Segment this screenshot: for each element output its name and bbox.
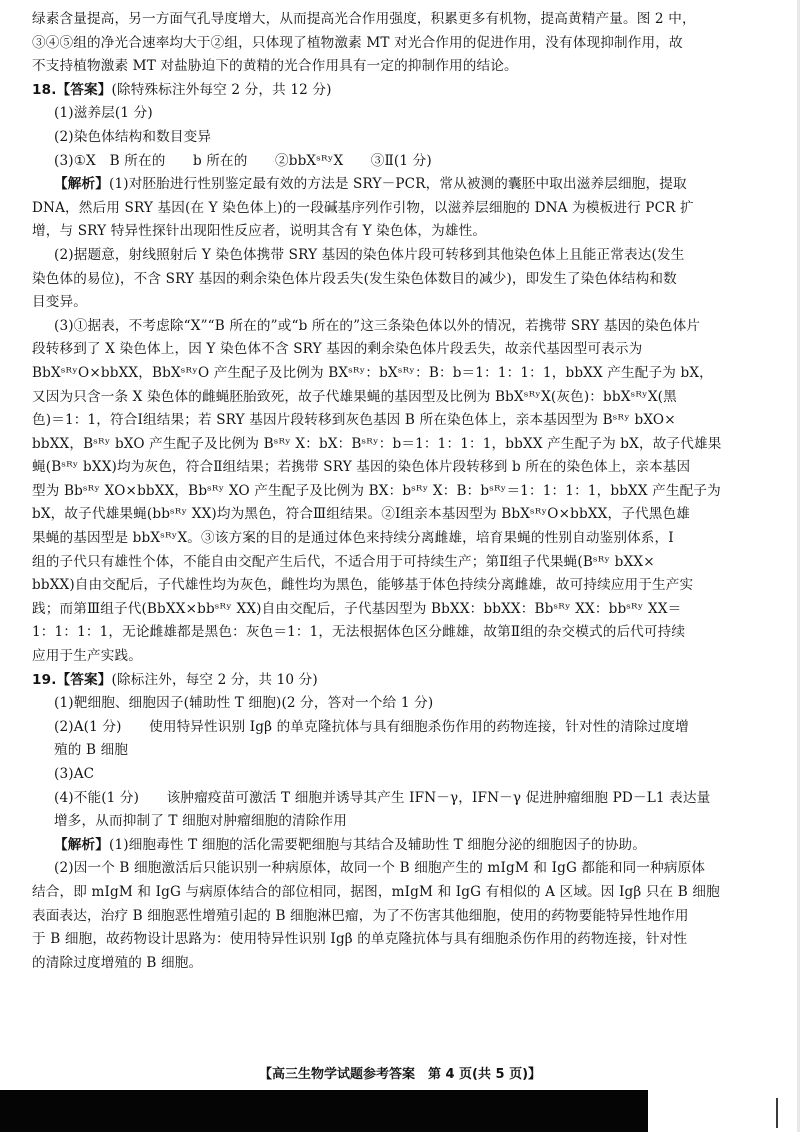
q18-analysis-3-line-7: 蝇(Bˢᴿʸ bXX)均为灰色，符合Ⅱ组结果；若携带 SRY 基因的染色体片段转移到 b 所在的染色体上，亲本基因: [32, 459, 691, 476]
q19-heading: [32, 669, 772, 693]
q19-analysis-2-line-4: 于 B 细胞，故药物设计思路为：使用特异性识别 Igβ 的单克隆抗体与具有细胞杀伤作用的药物连接，针对性: [32, 931, 688, 948]
q18-analysis-3-line-11: 组的子代只有雄性个体，不能自由交配产生后代，不适合用于可持续生产；第Ⅱ组子代果蝇(Bˢᴿʸ bXX×: [32, 553, 655, 570]
q19-answer-3: (3)AC: [54, 766, 95, 782]
page-footer: 【高三生物学试题参考答案 第 4 页(共 5 页)】: [258, 1067, 542, 1082]
q18-analysis-1-line-3: 增，与 SRY 特异性探针出现阳性反应者，说明其含有 Y 染色体，为雄性。: [32, 223, 487, 240]
q18-analysis-3-line-12: bbXX)自由交配后，子代雄性均为灰色，雌性均为黑色，能够基于体色持续分离雌雄，故可持续应用于生产实: [32, 577, 694, 594]
q18-analysis-3-line-4: 又因为只含一条 X 染色体的雌蝇胚胎致死，故子代雄果蝇的基因型及比例为 BbXˢᴿʸX(灰色)：bbXˢᴿʸX(黑: [32, 388, 677, 405]
q18-analysis-3-line-13: 践；而第Ⅲ组子代(BbXX×bbˢᴿʸ XX)自由交配后，子代基因型为 BbXX：bbXX：Bbˢᴿʸ XX：bbˢᴿʸ XX＝: [32, 600, 682, 617]
q17-continuation-line-3: 不支持植物激素 MT 对盐胁迫下的黄精的光合作用具有一定的抑制作用的结论。: [32, 58, 518, 75]
q18-analysis-3-line-10: 果蝇的基因型是 bbXˢᴿʸX。③该方案的目的是通过体色来持续分离雌雄，培育果蝇的性别自动鉴别体系，Ⅰ: [32, 530, 674, 547]
q18-heading: [32, 79, 772, 103]
q18-analysis-1-line-1: [32, 173, 772, 197]
q18-analysis-3-line-9: bX，故子代雄果蝇(bbˢᴿʸ XX)均为黑色，符合Ⅲ组结果。②Ⅰ组亲本基因型为 BbXˢᴿʸO×bbXX，子代黑色雄: [32, 506, 690, 523]
q18-analysis-1-text: (1)对胚胎进行性别鉴定最有效的方法是 SRY－PCR，常从被测的囊胚中取出滋养层细胞，提取: [108, 176, 687, 193]
q19-answer-1: (1)靶细胞、细胞因子(辅助性 T 细胞)(2 分，答对一个给 1 分): [54, 695, 434, 712]
q18-analysis-3-line-5: 色)＝1：1，符合Ⅰ组结果；若 SRY 基因片段转移到灰色基因 B 所在染色体上，亲本基因型为 Bˢᴿʸ bXO×: [32, 412, 676, 429]
q19-answer-2-line-2: 殖的 B 细胞: [54, 742, 129, 759]
q18-score-note: (除特殊标注外每空 2 分，共 12 分): [111, 81, 332, 98]
q18-analysis-2-line-2: 染色体的易位)，不含 SRY 基因的剩余染色体片段丢失(发生染色体数目的减少)，即发生了染色体结构和数: [32, 270, 677, 287]
q18-analysis-3-line-8: 型为 Bbˢᴿʸ XO×bbXX，Bbˢᴿʸ XO 产生配子及比例为 BX：bˢᴿʸ X：B：bˢᴿʸ＝1：1：1：1，bbXX 产生配子为: [32, 482, 721, 499]
q19-analysis-1-text: (1)细胞毒性 T 细胞的活化需要靶细胞与其结合及辅助性 T 细胞分泌的细胞因子的协助。: [108, 836, 647, 853]
q19-analysis-1: [32, 834, 772, 858]
q18-analysis-3-line-1: (3)①据表，不考虑除“X”“B 所在的”或“b 所在的”这三条染色体以外的情况，若携带 SRY 基因的染色体片: [54, 317, 701, 334]
q19-answer-label: 19.【答案】: [32, 671, 112, 688]
answer-content: [32, 8, 772, 975]
q18-analysis-3-line-14: 1：1：1：1，无论雌雄都是黑色：灰色＝1：1，无法根据体色区分雌雄，故第Ⅱ组的杂交模式的后代可持续: [32, 624, 686, 641]
q19-answer-2-line-1: (2)A(1 分) 使用特异性识别 Igβ 的单克隆抗体与具有细胞杀伤作用的药物连接，针对性的清除过度增: [54, 718, 689, 735]
q19-answer-4-line-1: (4)不能(1 分) 该肿瘤疫苗可激活 T 细胞并诱导其产生 IFN－γ，IFN－γ 促进肿瘤细胞 PD－L1 表达量: [54, 789, 711, 806]
scan-dark-border: [0, 1090, 648, 1132]
q19-analysis-2-line-5: 的清除过度增殖的 B 细胞。: [32, 954, 203, 971]
q18-analysis-3-line-15: 应用于生产实践。: [32, 648, 142, 665]
q17-continuation-line-2: ③④⑤组的净光合速率均大于②组，只体现了植物激素 MT 对光合作用的促进作用，没有体现抑制作用，故: [32, 34, 683, 51]
q18-analysis-3-line-6: bbXX，Bˢᴿʸ bXO 产生配子及比例为 Bˢᴿʸ X：bX：Bˢᴿʸ：b＝1：1：1：1，bbXX 产生配子为 bX，故子代雄果: [32, 435, 722, 452]
q18-analysis-1-line-2: DNA，然后用 SRY 基因(在 Y 染色体上)的一段碱基序列作引物，以滋养层细胞的 DNA 为模板进行 PCR 扩: [32, 199, 694, 216]
q18-answer-2: (2)染色体结构和数目变异: [54, 128, 212, 145]
q18-analysis-2-line-3: 目变异。: [32, 294, 87, 311]
q19-analysis-2-line-1: (2)因一个 B 细胞激活后只能识别一种病原体，故同一个 B 细胞产生的 mIgM 和 IgG 都能和同一种病原体: [54, 860, 706, 877]
q18-answer-3: (3)①X B 所在的 b 所在的 ②bbXˢᴿʸX ③Ⅱ(1 分): [54, 152, 432, 169]
q17-continuation-line-1: 绿素含量提高，另一方面气孔导度增大，从而提高光合作用强度，积累更多有机物，提高黄精产量。图 2 中，: [32, 11, 696, 27]
q19-score-note: (除标注外，每空 2 分，共 10 分): [111, 671, 318, 688]
q19-answer-4-line-2: 增多，从而抑制了 T 细胞对肿瘤细胞的清除作用: [54, 813, 348, 830]
q19-analysis-2-line-3: 表面表达，治疗 B 细胞恶性增殖引起的 B 细胞淋巴瘤，为了不伤害其他细胞，使用的药物要能特异性地作用: [32, 907, 689, 924]
scan-edge-mark: [776, 1098, 778, 1128]
q18-analysis-2-line-1: (2)据题意，射线照射后 Y 染色体携带 SRY 基因的染色体片段可转移到其他染色体上且能正常表达(发生: [54, 246, 685, 263]
q19-analysis-label: 【解析】: [54, 836, 109, 853]
q18-analysis-3-line-2: 段转移到了 X 染色体上，因 Y 染色体不含 SRY 基因的剩余染色体片段丢失，故亲代基因型可表示为: [32, 341, 643, 358]
q18-answer-1: (1)滋养层(1 分): [54, 105, 153, 122]
q18-analysis-label: 【解析】: [54, 176, 109, 193]
q19-analysis-2-line-2: 结合，即 mIgM 和 IgG 与病原体结合的部位相同，据图，mIgM 和 IgG 有相似的 A 区域。因 Igβ 只在 B 细胞: [32, 883, 720, 900]
q18-answer-label: 18.【答案】: [32, 81, 112, 98]
q18-analysis-3-line-3: BbXˢᴿʸO×bbXX，BbXˢᴿʸO 产生配子及比例为 BXˢᴿʸ：bXˢᴿʸ：B：b＝1：1：1：1，bbXX 产生配子为 bX，: [32, 364, 713, 381]
